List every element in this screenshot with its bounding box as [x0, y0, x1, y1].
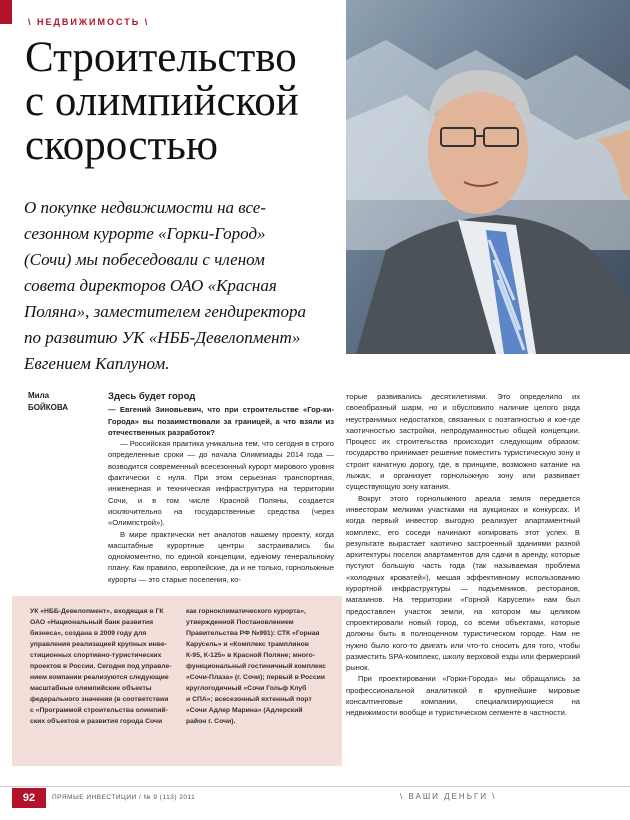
info-line: и СПА»; всесезонный яхтенный порт: [186, 696, 312, 703]
info-line: круглогодичный «Сочи Гольф Клуб: [186, 685, 307, 692]
footer-section-label: \ ВАШИ ДЕНЬГИ \: [400, 792, 497, 801]
info-line: проектов в России. Сегодня под управле-: [30, 663, 172, 670]
info-line: «Сочи-Плаза» (г. Сочи); первый в России: [186, 674, 325, 681]
lead-line: сезонном курорте «Горки-Город»: [24, 224, 266, 243]
article-title: [25, 36, 345, 168]
lead-line: Поляна», заместителем гендиректора: [24, 302, 306, 321]
section-label: \ НЕДВИЖИМОСТЬ \: [28, 17, 150, 27]
interview-question: — Евгений Зиновьевич, что при строительстве «Гор-ки-Города» вы позаимствовали за границей, а что взяли из отечественных разработок?: [108, 405, 334, 437]
info-line: район г. Сочи).: [186, 718, 236, 725]
lead-line: по развитию УК «НББ-Девелопмент»: [24, 328, 301, 347]
section-accent-bar: [0, 0, 12, 24]
info-line: с «Программой строительства олимпий-: [30, 707, 168, 714]
magazine-issue: ПРЯМЫЕ ИНВЕСТИЦИИ / № 9 (113) 2011: [52, 794, 196, 801]
lead-line: совета директоров ОАО «Красная: [24, 276, 277, 295]
portrait-photo: [346, 0, 630, 354]
author-byline: [28, 390, 68, 414]
info-line: УК «НББ-Девелопмент», входящая в ГК: [30, 608, 164, 615]
lead-line: О покупке недвижимости на все-: [24, 198, 266, 217]
info-line: утвержденной Постановлением: [186, 619, 294, 626]
info-line: стиционных спортивно-туристических: [30, 652, 162, 659]
lead-line: (Сочи) мы побеседовали с членом: [24, 250, 265, 269]
info-line: Карусель» и «Комплекс трамплинов: [186, 641, 309, 648]
author-first-name: Мила: [28, 391, 50, 400]
author-last-name: БОЙКОВА: [28, 403, 68, 412]
article-column-1: [108, 391, 334, 585]
info-line: масштабные олимпийские объекты: [30, 685, 152, 692]
info-line: управления реализацией крупных инве-: [30, 641, 167, 648]
info-line: ских объектов и развития города Сочи: [30, 718, 163, 725]
info-line: федерального значения (в соответствии: [30, 696, 169, 703]
info-line: «Сочи Адлер Марина» (Адлерский: [186, 707, 303, 714]
info-box-column-1: [30, 606, 190, 727]
info-line: нием компании реализуются следующие: [30, 674, 169, 681]
paragraph: — Российская практика уникальна тем, что сегодня в строго определенные сроки — до начала Олимпиады 2014 года — возводится современный всесезонный курорт мирового уровня фактически с нуля. При этом серьезная транспортная, инженерная и техническая инфраструктура на территории Сочи, и в том числе Красной Поляны, создается исключительно на государственные средства (через «Олимпстрой»).: [108, 439, 334, 528]
paragraph: торые развивались десятилетиями. Это определило их своеобразный шарм, но и обусловило наличие целого ряда неустранимых недостатков, связанных с поэтапностью и кое-где хаотичностью застройки, непродуманностью общей концепции. Процесс их строительства происходит следующим образом: государство принимает решение поместить туристическую зону и строит канатную дорогу, где, в принципе, возможно катание на лыжах, и организует горнолыжную зону или развивает существующую зону катания.: [346, 392, 580, 492]
title-line-2: с олимпийской: [25, 78, 299, 125]
article-lead: [24, 195, 344, 377]
info-line: Правительства РФ №991): СТК «Горная: [186, 630, 320, 637]
article-subhead: Здесь будет город: [108, 391, 196, 402]
portrait-illustration: [346, 0, 630, 354]
article-column-2: [346, 391, 580, 719]
info-line: как горноклиматического курорта»,: [186, 608, 306, 615]
info-line: ОАО «Национальный банк развития: [30, 619, 154, 626]
paragraph: Вокруг этого горнолыжного ареала земля передается инвесторам мелкими участками на аукционах и конкурсах. И когда первый инвестор выгодно реализует апартаментный комплекс, его соседи начинают копировать этот успех. В результате вырастает хаотично застроенный зданиями разной архитектуры поселок апартаментов для сдачи в аренду, которые пустуют большую часть года (так называемая проблема «холодных кроватей»), мешая эффективному использованию курортной инфраструктуры — подъемников, ресторанов, магазинов. На территории «Горной Карусели» нам был предоставлен участок земли, на котором мы целиком спроектировали новый город, со всеми объектами, которые должны быть в полноценном туристическом городе. Нам не нужно было кого-то двигать или что-то сносить для того, чтобы разместить SPA-комплекс, школу верховой езды или фермерский рынок.: [346, 493, 580, 673]
info-line: К-95, К-125» в Красной Поляне; много-: [186, 652, 316, 659]
title-line-1: Строительство: [25, 34, 297, 81]
paragraph: В мире практически нет аналогов нашему проекту, когда масштабные курортные центры застраивались бы одномоментно, по единой концепции, единому генеральному плану. Как правило, европейские, да и не только, горнолыжные курорты — это старые поселения, ко-: [108, 529, 334, 584]
paragraph: При проектировании «Горки-Города» мы обращались за профессиональной аналитикой в крупнейшие мировые консалтинговые компании, специализирующиеся на недвижимости вообще и туристическом сегменте в частности.: [346, 674, 580, 718]
footer-divider: [0, 786, 630, 787]
info-line: бизнеса», создана в 2009 году для: [30, 630, 147, 637]
info-line: функциональный гостиничный комплекс: [186, 663, 326, 670]
info-box-column-2: [186, 606, 336, 727]
lead-line: Евгением Каплуном.: [24, 354, 170, 373]
page-number: 92: [12, 788, 46, 808]
title-line-3: скоростью: [25, 122, 218, 169]
